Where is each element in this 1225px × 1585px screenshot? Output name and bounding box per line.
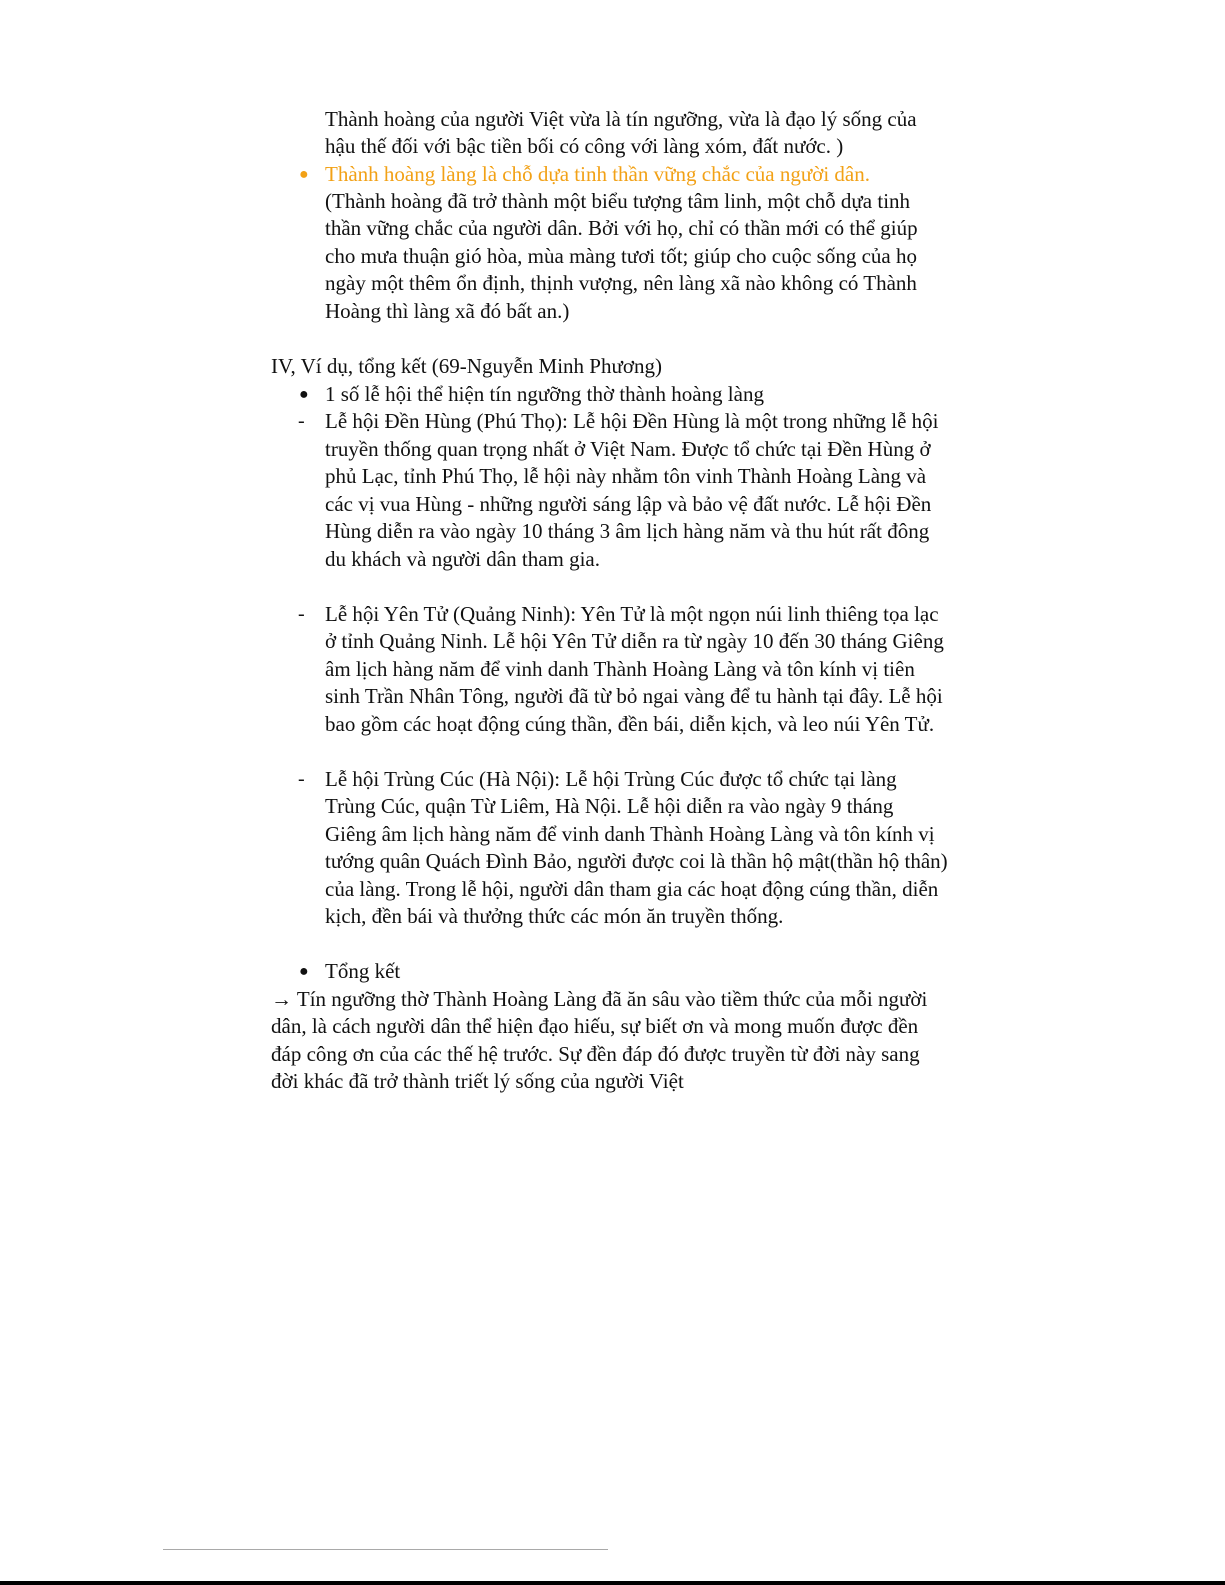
festival-line: Trùng Cúc, quận Từ Liêm, Hà Nội. Lễ hội diễn ra vào ngày 9 tháng — [325, 794, 894, 818]
festival-line: Lễ hội Yên Tử (Quảng Ninh): Yên Tử là một ngọn núi linh thiêng tọa lạc — [325, 602, 939, 626]
dash-marker-icon: - — [298, 768, 305, 790]
section-heading: IV, Ví dụ, tổng kết (69-Nguyễn Minh Phương) — [271, 354, 662, 378]
festival-line: bao gồm các hoạt động cúng thần, đền bái, diễn kịch, và leo núi Yên Tử. — [325, 712, 935, 736]
dash-marker-icon: - — [298, 410, 305, 432]
conclusion-line: → Tín ngưỡng thờ Thành Hoàng Làng đã ăn sâu vào tiềm thức của mỗi người — [271, 987, 928, 1011]
festival-line: kịch, đền bái và thưởng thức các món ăn truyền thống. — [325, 904, 784, 928]
festival-line: Giêng âm lịch hàng năm để vinh danh Thành Hoàng Làng và tôn kính vị — [325, 822, 935, 846]
festival-line: các vị vua Hùng - những người sáng lập và bảo vệ đất nước. Lễ hội Đền — [325, 492, 932, 516]
bullet-dot-icon: ● — [299, 963, 309, 980]
paragraph-line: cho mưa thuận gió hòa, mùa màng tươi tốt; giúp cho cuộc sống của họ — [325, 244, 917, 268]
bullet-text: 1 số lễ hội thể hiện tín ngưỡng thờ thành hoàng làng — [325, 382, 764, 406]
conclusion-line: đời khác đã trở thành triết lý sống của người Việt — [271, 1069, 684, 1093]
festival-line: sinh Trần Nhân Tông, người đã từ bỏ ngai vàng để tu hành tại đây. Lễ hội — [325, 684, 943, 708]
festival-line: âm lịch hàng năm để vinh danh Thành Hoàng Làng và tôn kính vị tiên — [325, 657, 915, 681]
festival-line: du khách và người dân tham gia. — [325, 547, 600, 571]
highlight-heading: Thành hoàng làng là chỗ dựa tinh thần vững chắc của người dân. — [325, 162, 871, 186]
conclusion-line: đáp công ơn của các thế hệ trước. Sự đền đáp đó được truyền từ đời này sang — [271, 1042, 920, 1066]
paragraph-line: hậu thế đối với bậc tiền bối có công với làng xóm, đất nước. ) — [325, 134, 844, 158]
dash-marker-icon: - — [298, 603, 305, 625]
festival-line: truyền thống quan trọng nhất ở Việt Nam. Được tổ chức tại Đền Hùng ở — [325, 437, 931, 461]
festival-line: Hùng diễn ra vào ngày 10 tháng 3 âm lịch hàng năm và thu hút rất đông — [325, 519, 930, 543]
festival-line: của làng. Trong lễ hội, người dân tham gia các hoạt động cúng thần, diễn — [325, 877, 939, 901]
bullet-dot-icon: ● — [299, 166, 309, 183]
festival-line: phủ Lạc, tỉnh Phú Thọ, lễ hội này nhằm tôn vinh Thành Hoàng Làng và — [325, 464, 927, 488]
page-bottom-edge — [0, 1581, 1225, 1585]
festival-line: ở tỉnh Quảng Ninh. Lễ hội Yên Tử diễn ra từ ngày 10 đến 30 tháng Giêng — [325, 629, 944, 653]
paragraph-line: (Thành hoàng đã trở thành một biểu tượng tâm linh, một chỗ dựa tinh — [325, 189, 911, 213]
festival-line: tướng quân Quách Đình Bảo, người được coi là thần hộ mật(thần hộ thân) — [325, 849, 948, 873]
festival-line: Lễ hội Đền Hùng (Phú Thọ): Lễ hội Đền Hùng là một trong những lễ hội — [325, 409, 939, 433]
conclusion-line: dân, là cách người dân thể hiện đạo hiếu, sự biết ơn và mong muốn được đền — [271, 1014, 919, 1038]
footnote-separator — [163, 1549, 608, 1550]
paragraph-line: thần vững chắc của người dân. Bởi với họ, chỉ có thần mới có thể giúp — [325, 216, 918, 240]
paragraph-line: Thành hoàng của người Việt vừa là tín ngưỡng, vừa là đạo lý sống của — [325, 107, 917, 131]
summary-heading: Tổng kết — [325, 959, 401, 983]
paragraph-line: ngày một thêm ổn định, thịnh vượng, nên làng xã nào không có Thành — [325, 271, 917, 295]
paragraph-line: Hoàng thì làng xã đó bất an.) — [325, 299, 570, 323]
festival-line: Lễ hội Trùng Cúc (Hà Nội): Lễ hội Trùng Cúc được tổ chức tại làng — [325, 767, 897, 791]
bullet-dot-icon: ● — [299, 386, 309, 403]
